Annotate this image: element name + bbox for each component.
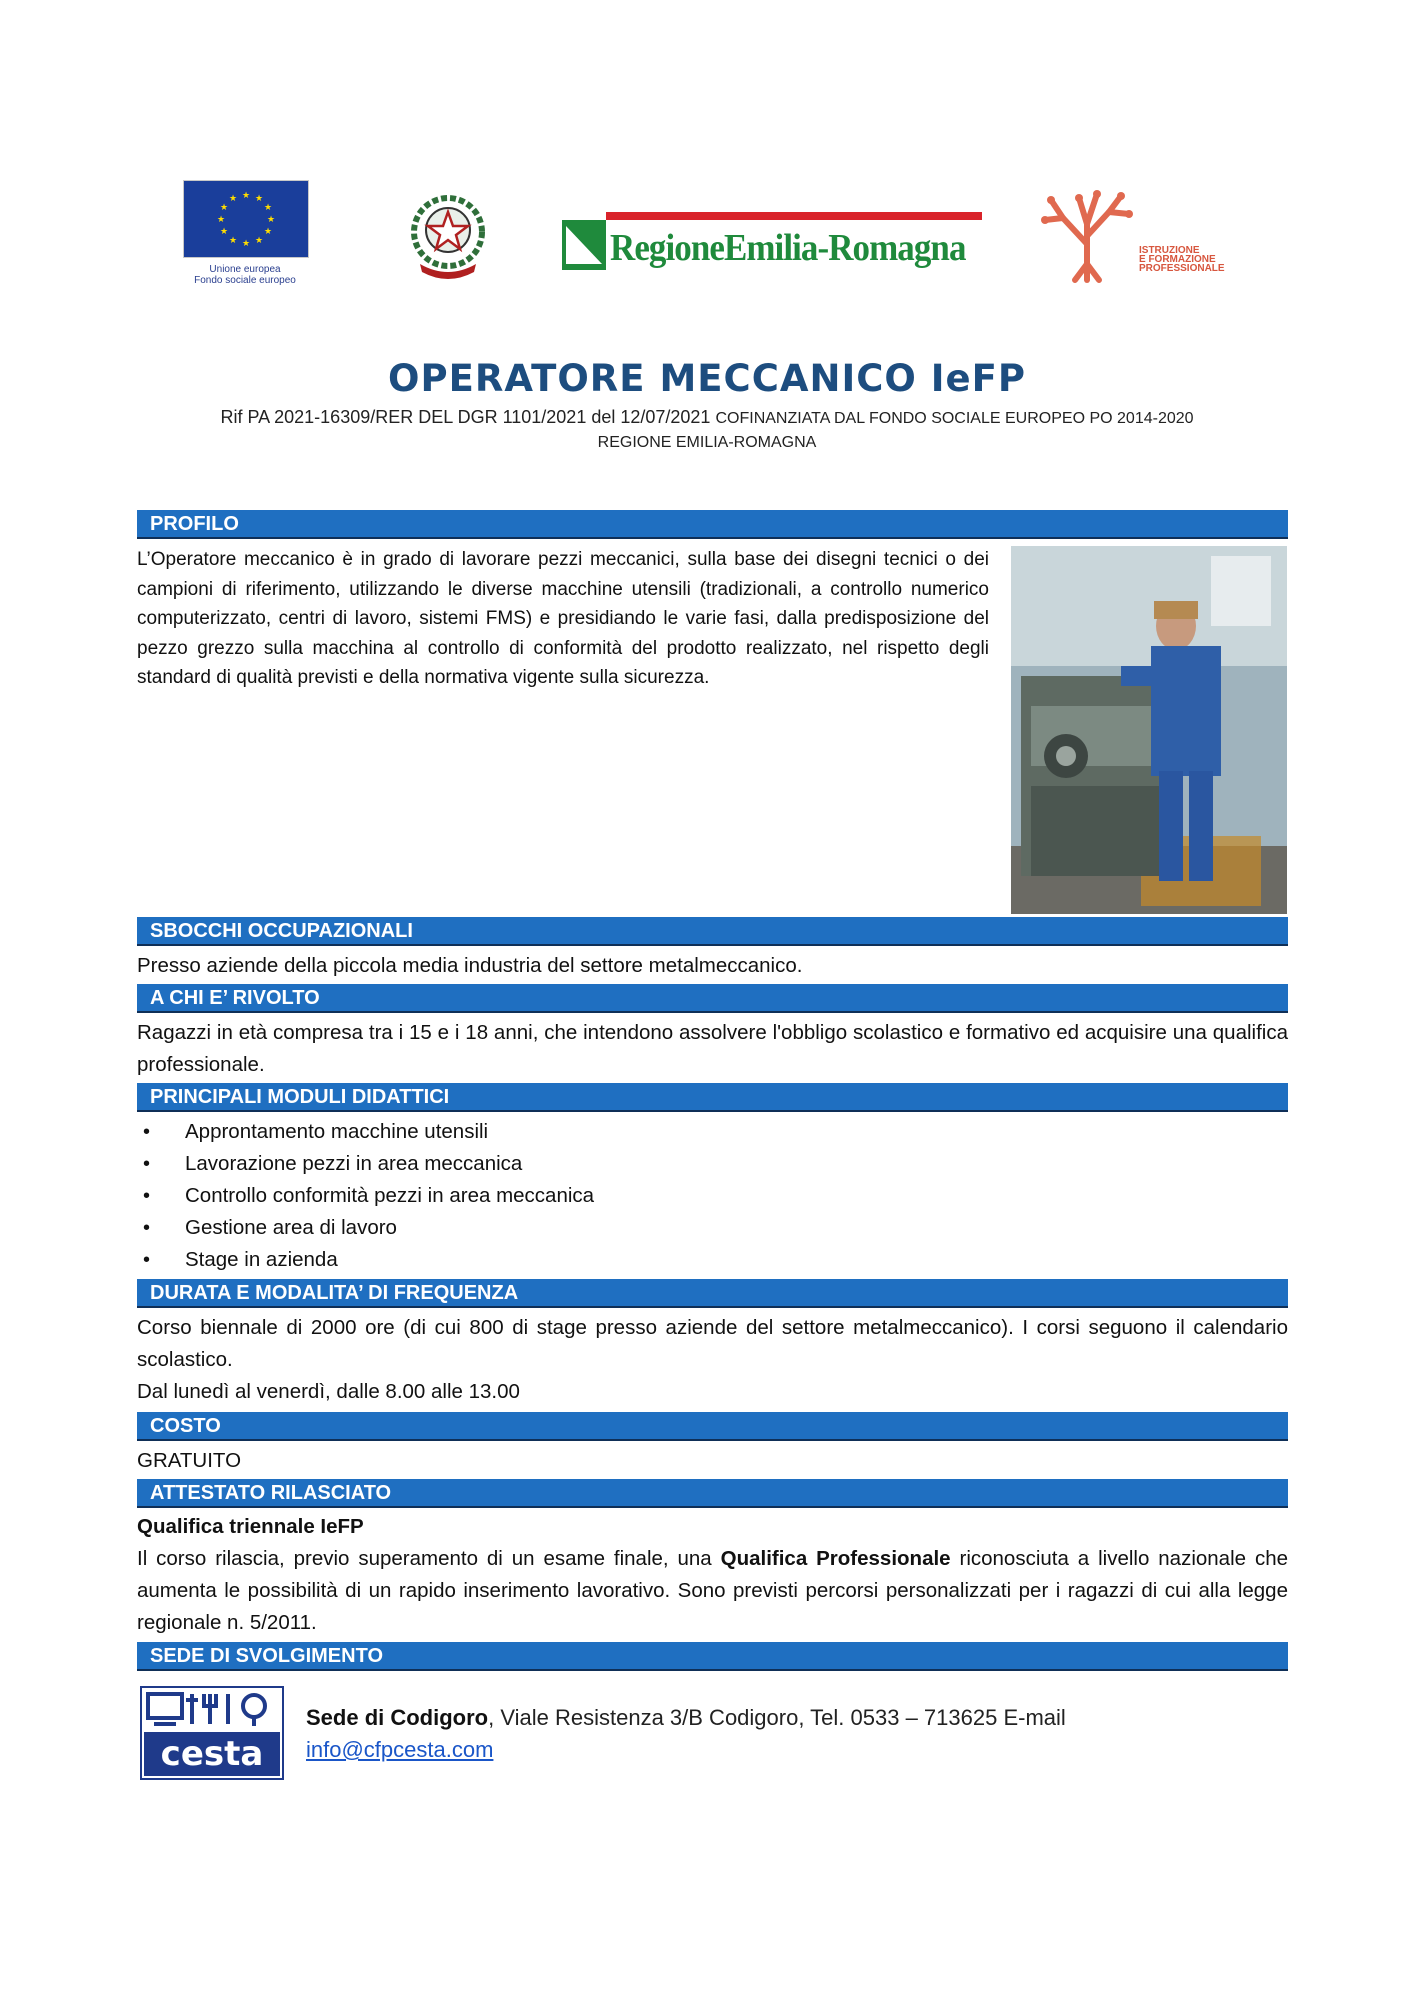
section-heading-profilo: PROFILO xyxy=(137,510,1288,539)
profilo-text: L’Operatore meccanico è in grado di lavorare pezzi meccanici, sulla base dei disegni tecnici o dei campioni di riferimento, utilizzando le diverse macchine utensili (tradizionali, a controllo numerico computerizzato, centri di lavoro, sistemi FMS) e presidiando le varie fasi, dalla predisposizione del pezzo grezzo sulla macchina al controllo di conformità del prodotto realizzato, nel rispetto degli standard di qualità previsti e della normativa vigente sulla sicurezza. xyxy=(137,549,989,688)
svg-text:★: ★ xyxy=(266,215,276,225)
attestato-subtitle: Qualifica triennale IeFP xyxy=(137,1515,364,1538)
svg-text:★: ★ xyxy=(241,191,251,201)
attestato-text-b: riconosciuta a livello nazionale che aumenta le possibilità di un rapido inserimento lavorativo. Sono previsti percorsi personalizzati per i ragazzi di cui alla legge regionale n. 5/2011. xyxy=(137,1547,1289,1634)
cesta-name: cesta xyxy=(160,1734,264,1774)
list-item: • Stage in azienda xyxy=(137,1244,1288,1276)
a-chi-text: Ragazzi in età compresa tra i 15 e i 18 anni, che intendono assolvere l'obbligo scolastico e formativo ed acquisire una qualifica professionale. xyxy=(137,1021,1288,1076)
reference-cofinancing: COFINANZIATA DAL FONDO SOCIALE EUROPEO PO 2014-2020 xyxy=(715,410,1194,427)
regione-emilia-romagna-logo xyxy=(562,212,982,280)
italian-republic-emblem-icon xyxy=(400,188,496,284)
rer-mark-icon xyxy=(562,220,606,270)
svg-text:★: ★ xyxy=(241,239,251,249)
email-link[interactable]: info@cfpcesta.com xyxy=(306,1737,494,1762)
durata-text: Corso biennale di 2000 ore (di cui 800 di stage presso aziende del settore metalmeccanico). I corsi seguono il calendario scolastico. xyxy=(137,1316,1288,1371)
section-heading-durata: DURATA E MODALITA’ DI FREQUENZA xyxy=(137,1279,1288,1308)
list-item: • Gestione area di lavoro xyxy=(137,1212,1288,1244)
attestato-text xyxy=(137,1543,1288,1639)
sede-name: Sede di Codigoro xyxy=(306,1705,489,1730)
section-heading-a-chi: A CHI E’ RIVOLTO xyxy=(137,984,1288,1013)
sede-address: , Viale Resistenza 3/B Codigoro, Tel. 0533 – 713625 E-mail xyxy=(488,1705,1066,1730)
svg-text:★: ★ xyxy=(263,227,273,237)
sbocchi-text: Presso aziende della piccola media industria del settore metalmeccanico. xyxy=(137,954,803,977)
sede-text xyxy=(306,1702,1066,1766)
section-heading-attestato: ATTESTATO RILASCIATO xyxy=(137,1479,1288,1508)
eu-caption-line: Unione europea xyxy=(209,264,281,275)
svg-text:★: ★ xyxy=(254,236,264,246)
svg-text:★: ★ xyxy=(254,194,264,204)
section-heading-costo: COSTO xyxy=(137,1412,1288,1441)
cesta-logo xyxy=(140,1686,284,1780)
eu-logo xyxy=(183,180,313,286)
list-item: • Lavorazione pezzi in area meccanica xyxy=(137,1148,1288,1180)
tree-icon xyxy=(1035,184,1139,284)
iefp-caption-line: PROFESSIONALE xyxy=(1139,263,1225,274)
iefp-caption-line: ISTRUZIONE xyxy=(1139,245,1200,256)
list-item: • Approntamento macchine utensili xyxy=(137,1116,1288,1148)
svg-text:★: ★ xyxy=(216,215,226,225)
reference-region: REGIONE EMILIA-ROMAGNA xyxy=(597,434,817,451)
list-item: • Controllo conformità pezzi in area meccanica xyxy=(137,1180,1288,1212)
iefp-logo xyxy=(1035,184,1225,284)
section-heading-sede: SEDE DI SVOLGIMENTO xyxy=(137,1642,1288,1671)
reference-line xyxy=(120,406,1294,454)
moduli-list xyxy=(137,1116,1288,1276)
costo-text: GRATUITO xyxy=(137,1449,242,1472)
page-title: OPERATORE MECCANICO IeFP xyxy=(388,357,1026,400)
svg-text:★: ★ xyxy=(228,236,238,246)
svg-text:★: ★ xyxy=(263,203,273,213)
reference-code: Rif PA 2021-16309/RER DEL DGR 1101/2021 del 12/07/2021 xyxy=(220,407,711,427)
svg-text:★: ★ xyxy=(228,194,238,204)
svg-text:★: ★ xyxy=(219,203,229,213)
section-heading-moduli: PRINCIPALI MODULI DIDATTICI xyxy=(137,1083,1288,1112)
workshop-photo xyxy=(1011,546,1287,914)
svg-text:★: ★ xyxy=(219,227,229,237)
eu-caption-line: Fondo sociale europeo xyxy=(194,275,296,286)
attestato-qualifica: Qualifica Professionale xyxy=(720,1547,951,1570)
rer-name: RegioneEmilia-Romagna xyxy=(610,227,966,269)
iefp-caption-line: E FORMAZIONE xyxy=(1139,254,1216,265)
section-heading-sbocchi: SBOCCHI OCCUPAZIONALI xyxy=(137,917,1288,946)
durata-orario: Dal lunedì al venerdì, dalle 8.00 alle 13.00 xyxy=(137,1380,520,1403)
attestato-text-a: Il corso rilascia, previo superamento di un esame finale, una xyxy=(137,1547,712,1570)
eu-flag-icon xyxy=(183,180,309,258)
